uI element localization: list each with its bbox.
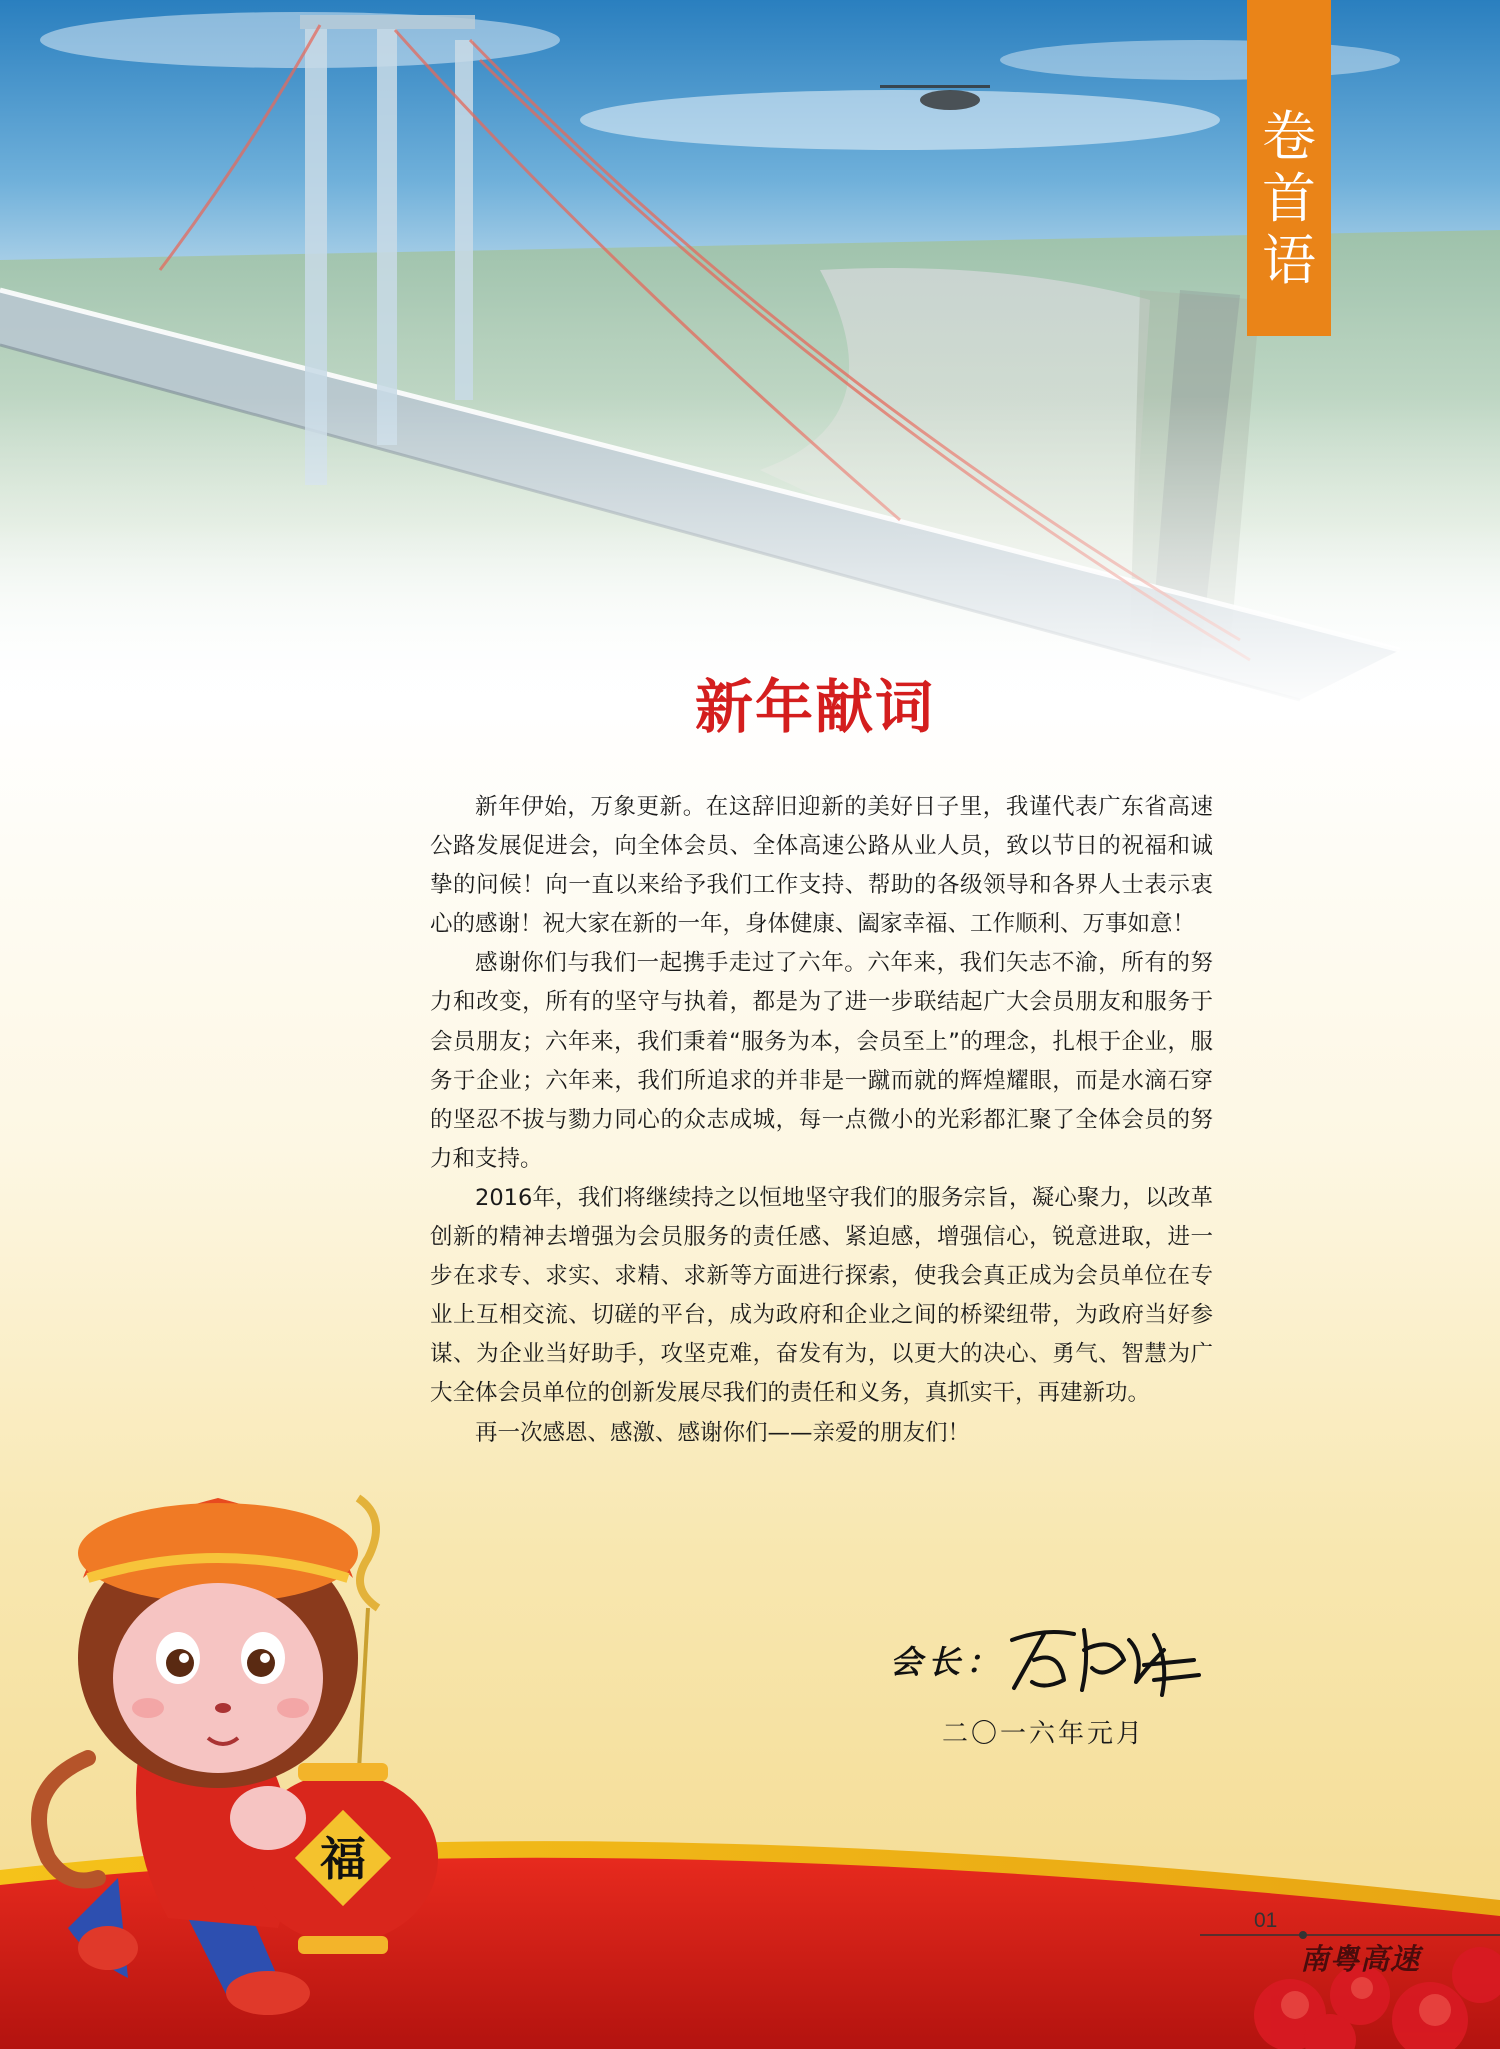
- paragraph: 2016年，我们将继续持之以恒地坚守我们的服务宗旨，凝心聚力，以改革创新的精神去增强为会员服务的责任感、紧迫感，增强信心，锐意进取，进一步在求专、求实、求精、求新等方面进行探索，使我会真正成为会员单位在专业上互相交流、切磋的平台，成为政府和企业之间的桥梁纽带，为政府当好参谋、为企业当好助手，攻坚克难，奋发有为，以更大的决心、勇气、智慧为广大全体会员单位的创新发展尽我们的责任和义务，真抓实干，再建新功。: [430, 1184, 1213, 1407]
- article-title: 新年献词: [694, 673, 935, 741]
- section-tab-char: 卷: [1262, 105, 1316, 168]
- section-tab-char: 首: [1262, 167, 1316, 230]
- page-number: 01: [1254, 1909, 1278, 1932]
- section-tab: [1247, 0, 1331, 336]
- handwritten-signature: [1004, 1620, 1204, 1700]
- signature-label: 会长：: [890, 1643, 1005, 1681]
- paragraph: 感谢你们与我们一起携手走过了六年。六年来，我们矢志不渝，所有的努力和改变，所有的坚守与执着，都是为了进一步联结起广大会员朋友和服务于会员朋友；六年来，我们秉着“服务为本，会员至上”的理念，扎根于企业，服务于企业；六年来，我们所追求的并非是一蹴而就的辉煌耀眼，而是水滴石穿的坚忍不拔与勠力同心的众志成城，每一点微小的光彩都汇聚了全体会员的努力和支持。: [430, 950, 1213, 1172]
- section-tab-char: 语: [1262, 229, 1316, 292]
- lantern-character: 福: [320, 1832, 366, 1886]
- signature-line: [890, 1620, 1204, 1700]
- paragraph: 再一次感恩、感激、感谢你们——亲爱的朋友们！: [475, 1419, 971, 1446]
- date: 二〇一六年元月: [942, 1719, 1146, 1749]
- paragraph: 新年伊始，万象更新。在这辞旧迎新的美好日子里，我谨代表广东省高速公路发展促进会，向全体会员、全体高速公路从业人员，致以节日的祝福和诚挚的问候！向一直以来给予我们工作支持、帮助的各级领导和各界人士表示衷心的感谢！祝大家在新的一年，身体健康、阖家幸福、工作顺利、万事如意！: [430, 794, 1213, 938]
- article-body: [430, 788, 1213, 1453]
- monkey-mascot-illustration: [28, 1458, 488, 2018]
- magazine-logo: 南粤高速: [1300, 1942, 1421, 1976]
